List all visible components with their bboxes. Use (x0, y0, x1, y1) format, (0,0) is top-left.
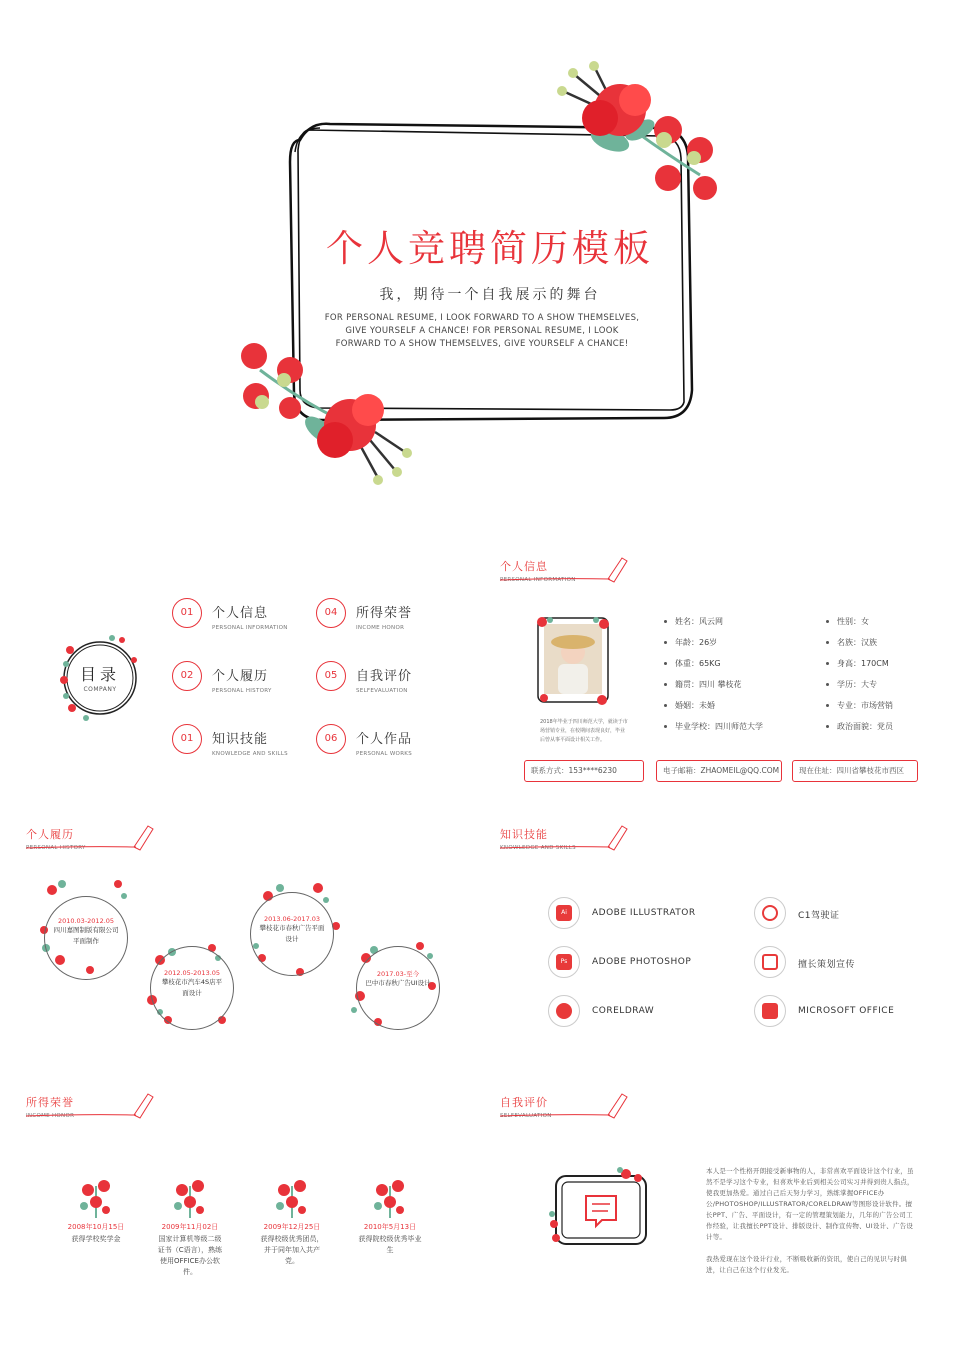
section-title: 个人信息 (500, 560, 548, 573)
info-height: 身高：170CM (837, 659, 889, 668)
hero-english-text: FOR PERSONAL RESUME, I LOOK FORWARD TO A SHOW THEMSELVES, GIVE YOURSELF A CHANCE! FOR PERSONAL RESUME, I LOOK FORWARD TO A SHOW THEMSELVES, GIVE YOURSELF A CHANCE! (324, 313, 640, 349)
info-name: 姓名：风云网 (675, 617, 723, 626)
contact-address[interactable]: 现在住址：四川省攀枝花市西区 (792, 760, 918, 782)
toc-label-en: PERSONAL INFORMATION (212, 625, 288, 631)
toc-label: 个人作品 (356, 732, 413, 747)
section-title: 知识技能 (500, 828, 548, 841)
pencil-underline (24, 1088, 159, 1120)
office-icon (754, 995, 786, 1027)
coreldraw-icon (548, 995, 580, 1027)
info-major: 专业：市场营销 (837, 701, 893, 710)
toc-title: 目录 (79, 665, 120, 684)
skill-label: MICROSOFT OFFICE (798, 1006, 895, 1016)
pencil-underline (24, 820, 159, 852)
pencil-underline (498, 820, 633, 852)
info-bio: 2018年毕业于四川师范大学，就读于市场营销专业，在校期间表现良好，毕业后曾从事平面设计相关工作。 (540, 719, 628, 743)
toc-label: 自我评价 (356, 669, 413, 684)
skill-office (754, 995, 944, 1027)
info-marital: 婚姻：未婚 (675, 701, 715, 710)
toc-number: 02 (172, 661, 202, 691)
honor-item-2 (156, 1222, 224, 1278)
photoshop-icon: Ps (548, 946, 580, 978)
toc-label: 个人信息 (212, 606, 269, 621)
section-subtitle: SELFEVALUATION (500, 1113, 552, 1119)
section-title: 自我评价 (500, 1096, 548, 1109)
toc-label: 个人履历 (212, 669, 269, 684)
illustrator-icon: Ai (548, 897, 580, 929)
section-subtitle: KNOWLEDGE AND SKILLS (500, 845, 576, 851)
honor-date: 2009年12月25日 (263, 1223, 321, 1231)
skill-photoshop (548, 946, 738, 978)
section-subtitle: PERSONAL INFORMATION (500, 577, 576, 583)
honor-flowers (60, 1176, 420, 1220)
skill-label: ADOBE PHOTOSHOP (592, 957, 692, 967)
skill-driving (754, 897, 944, 929)
section-title: 个人履历 (26, 828, 74, 841)
history-text: 攀枝花市春秋广告平面设计 (259, 924, 325, 943)
info-ethnicity: 名族：汉族 (837, 638, 877, 647)
section-subtitle: PERSONAL HISTORY (26, 845, 86, 851)
toc-item-1[interactable] (172, 598, 312, 631)
toc-label-en: PERSONAL WORKS (356, 751, 413, 757)
honor-date: 2010年5月13日 (363, 1223, 417, 1231)
skill-illustrator (548, 897, 738, 929)
toc-number: 01 (172, 598, 202, 628)
toc-item-4[interactable] (316, 598, 456, 631)
skill-planning (754, 946, 944, 978)
skill-coreldraw (548, 995, 738, 1027)
info-origin: 籍贯：四川 攀枝花 (675, 680, 742, 689)
skill-label: ADOBE ILLUSTRATOR (592, 908, 696, 918)
history-text: 四川嘉图制版有限公司平面制作 (53, 926, 119, 945)
info-gender: 性别：女 (837, 617, 869, 626)
skill-label: C1驾驶证 (798, 911, 840, 921)
document-edit-icon (754, 946, 786, 978)
message-frame-icon (546, 1164, 656, 1254)
section-subtitle: INCOME HONOR (26, 1113, 75, 1119)
hero-flowers-bottom-left (241, 343, 412, 485)
hero-title: 个人竞聘简历模板 (326, 227, 654, 270)
history-text: 攀枝花市汽车4S店平面设计 (161, 978, 223, 997)
honor-text: 获得校级优秀团员，并于同年加入共产党。 (260, 1235, 324, 1265)
toc-item-2[interactable] (172, 661, 312, 694)
toc-item-5[interactable] (316, 661, 456, 694)
toc-label-en: KNOWLEDGE AND SKILLS (212, 751, 288, 757)
toc-subtitle: COMPANY (83, 686, 117, 693)
toc-label: 所得荣誉 (356, 606, 413, 621)
info-right-list (826, 616, 936, 742)
skill-label: 擅长策划宣传 (798, 960, 856, 970)
toc-item-6[interactable] (316, 724, 456, 757)
toc-number: 06 (316, 724, 346, 754)
history-item-2 (150, 946, 234, 1030)
eval-paragraph-1: 本人是一个性格开朗接受新事物的人，非常喜欢平面设计这个行业，虽然不是学习这个专业，但喜欢毕业后到相关公司实习并得到贵人指点，使我更加热爱。通过自己后天努力学习，熟练掌握OFFICE办公/PHOTOSHOP/ILLUSTRATOR/CORELDRAW等图形设计软件。擅长PPT、广告、平面设计，有一定的管理策划能力，几年的广告公司工作经验，让我擅长PPT设计、排版设计、制作宣传物、UI设计、广告设计等。 (706, 1167, 914, 1241)
contact-phone[interactable]: 联系方式：153****6230 (524, 760, 644, 782)
honor-item-4 (356, 1222, 424, 1256)
honor-date: 2008年10月15日 (67, 1223, 125, 1231)
honor-item-3 (258, 1222, 326, 1267)
info-weight: 体重：65KG (675, 659, 721, 668)
history-item-4 (356, 946, 440, 1030)
honor-text: 获得学校奖学金 (71, 1235, 121, 1243)
toc-label-en: INCOME HONOR (356, 625, 405, 631)
photo-frame (532, 612, 616, 708)
steering-wheel-icon (754, 897, 786, 929)
history-date: 2017.03-至今 (376, 970, 420, 978)
info-left-list (664, 616, 814, 742)
hero-flowers-top-right (557, 61, 717, 200)
honor-item-1 (62, 1222, 130, 1245)
toc-label: 知识技能 (212, 732, 269, 747)
toc-label-en: PERSONAL HISTORY (212, 688, 272, 694)
honor-text: 国家计算机等级二级证书（C语言），熟练使用OFFICE办公软件。 (157, 1235, 223, 1276)
toc-label-en: SELFEVALUATION (356, 688, 408, 694)
history-item-1 (44, 896, 128, 980)
honor-text: 获得院校级优秀毕业生 (358, 1235, 422, 1254)
toc-number: 01 (172, 724, 202, 754)
honor-date: 2009年11月02日 (161, 1223, 219, 1231)
info-age: 年龄：26岁 (675, 638, 718, 647)
pencil-underline (498, 552, 633, 584)
info-education: 学历：大专 (837, 680, 877, 689)
skill-label: CORELDRAW (592, 1006, 655, 1016)
section-title: 所得荣誉 (26, 1096, 74, 1109)
info-political: 政治面貌：党员 (837, 722, 893, 731)
toc-item-3[interactable] (172, 724, 312, 757)
history-text: 巴中市春秋广告UI设计 (365, 979, 431, 987)
pencil-underline (498, 1088, 633, 1120)
contact-email[interactable]: 电子邮箱：ZHAOMEIL@QQ.COM (656, 760, 782, 782)
history-date: 2013.06-2017.03 (263, 915, 321, 923)
history-item-3 (250, 892, 334, 976)
info-school: 毕业学校：四川师范大学 (675, 722, 763, 731)
history-date: 2010.03-2012.05 (57, 917, 115, 925)
toc-number: 05 (316, 661, 346, 691)
history-date: 2012.05-2013.05 (163, 969, 221, 977)
toc-number: 04 (316, 598, 346, 628)
hero-subtitle: 我，期待一个自我展示的舞台 (379, 287, 601, 303)
eval-paragraph-2: 我热爱现在这个设计行业，不断吸收新的资讯，使自己的见识与时俱进，让自己在这个行业发光。 (706, 1255, 907, 1274)
